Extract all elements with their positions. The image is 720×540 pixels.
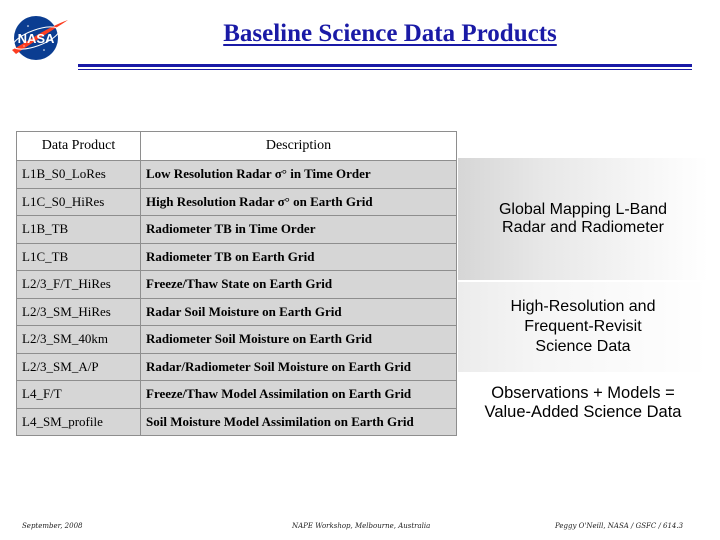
high-resolution-line1: High-Resolution and xyxy=(510,298,656,315)
description-cell: Radiometer TB in Time Order xyxy=(141,216,457,244)
table-row xyxy=(17,326,457,354)
product-cell: L1C_S0_HiRes xyxy=(17,188,141,216)
description-cell: Radar Soil Moisture on Earth Grid xyxy=(141,298,457,326)
data-products-table xyxy=(16,131,457,436)
table-row xyxy=(17,408,457,436)
observations-line2: Value-Added Science Data xyxy=(484,403,682,421)
table-row xyxy=(17,271,457,299)
high-resolution-line3: Science Data xyxy=(535,338,631,355)
table-row xyxy=(17,216,457,244)
table-row xyxy=(17,161,457,189)
observations-line1: Observations + Models = xyxy=(491,384,675,402)
description-cell: Soil Moisture Model Assimilation on Earth Grid xyxy=(141,408,457,436)
global-mapping-line2: Radar and Radiometer xyxy=(502,219,664,236)
global-mapping-line1: Global Mapping L-Band xyxy=(498,201,668,218)
description-cell: Radar/Radiometer Soil Moisture on Earth Grid xyxy=(141,353,457,381)
page-title: Baseline Science Data Products xyxy=(223,20,557,47)
footer-date: September, 2008 xyxy=(22,522,83,530)
description-cell: Freeze/Thaw Model Assimilation on Earth Grid xyxy=(141,381,457,409)
description-cell: High Resolution Radar σ° on Earth Grid xyxy=(141,188,457,216)
table-header-row xyxy=(17,132,457,161)
description-cell: Low Resolution Radar σ° in Time Order xyxy=(141,161,457,189)
product-cell: L1C_TB xyxy=(17,243,141,271)
table-row xyxy=(17,298,457,326)
global-mapping-panel xyxy=(458,158,708,280)
product-cell: L4_F/T xyxy=(17,381,141,409)
product-cell: L2/3_SM_A/P xyxy=(17,353,141,381)
high-resolution-line2: Frequent-Revisit xyxy=(524,318,642,335)
description-cell: Radiometer TB on Earth Grid xyxy=(141,243,457,271)
footer-event: NAPE Workshop, Melbourne, Australia xyxy=(292,522,431,530)
product-cell: L2/3_SM_HiRes xyxy=(17,298,141,326)
footer-author: Peggy O'Neill, NASA / GSFC / 614.3 xyxy=(555,522,684,530)
product-cell: L1B_TB xyxy=(17,216,141,244)
product-cell: L2/3_SM_40km xyxy=(17,326,141,354)
nasa-logo xyxy=(6,10,70,64)
logo-text: NASA xyxy=(17,31,55,46)
description-cell: Radiometer Soil Moisture on Earth Grid xyxy=(141,326,457,354)
product-cell: L2/3_F/T_HiRes xyxy=(17,271,141,299)
table-row xyxy=(17,381,457,409)
table-row xyxy=(17,353,457,381)
description-cell: Freeze/Thaw State on Earth Grid xyxy=(141,271,457,299)
product-cell: L1B_S0_LoRes xyxy=(17,161,141,189)
observations-panel xyxy=(458,374,708,432)
table-row xyxy=(17,188,457,216)
title-rule-thin xyxy=(78,69,692,70)
title-rule-thick xyxy=(78,64,692,67)
table-row xyxy=(17,243,457,271)
high-resolution-panel xyxy=(458,282,708,372)
column-header-product: Data Product xyxy=(17,132,141,161)
column-header-description: Description xyxy=(141,132,457,161)
product-cell: L4_SM_profile xyxy=(17,408,141,436)
